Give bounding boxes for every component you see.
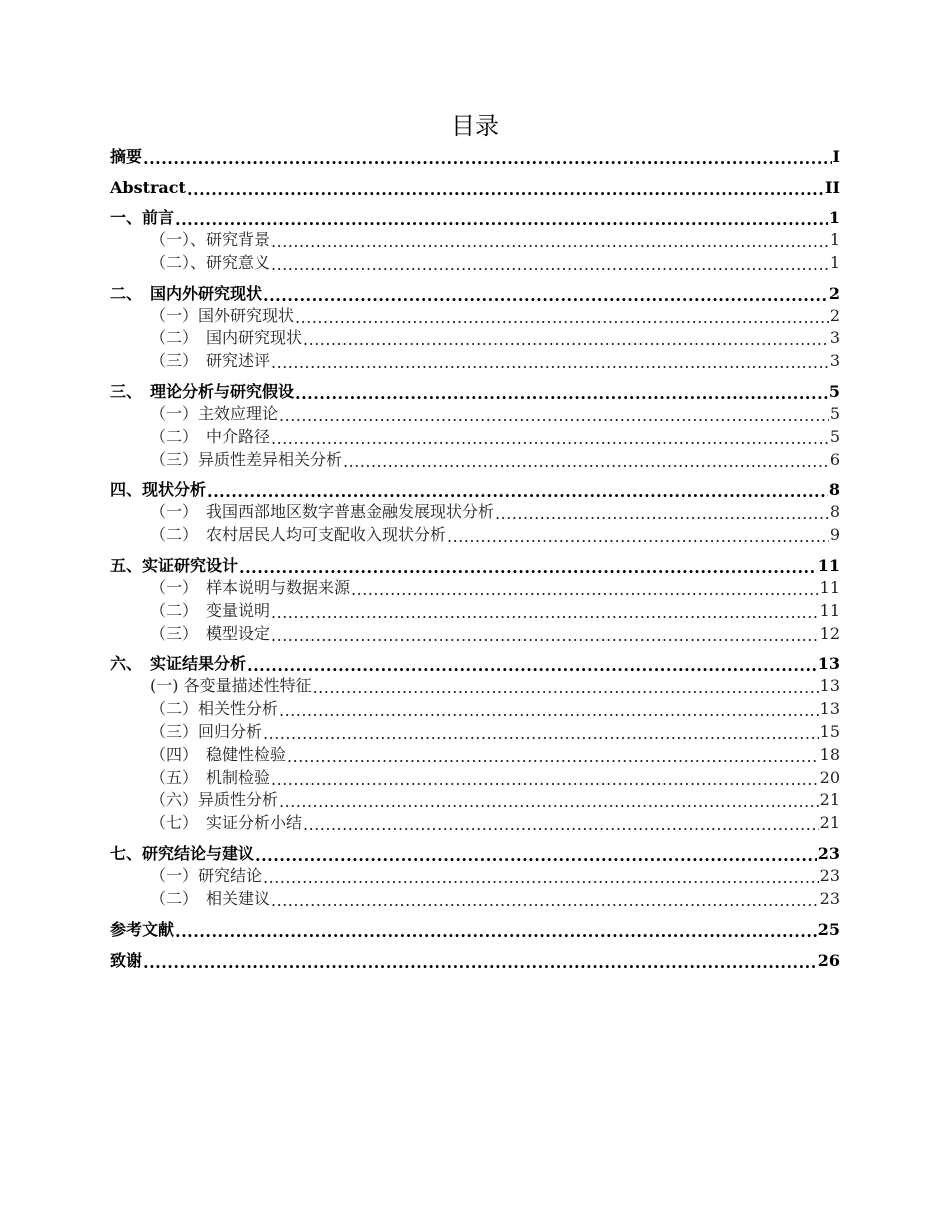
toc-entry-section[interactable] — [110, 449, 840, 472]
toc-entry-page: 5 — [829, 426, 840, 446]
toc-entry-page: 8 — [828, 480, 840, 500]
toc-entry-page: 13 — [819, 676, 840, 696]
toc-entry-chapter-1[interactable] — [110, 207, 840, 229]
toc-entry-section[interactable] — [110, 327, 840, 350]
toc-entry-label: 四、现状分析 — [110, 480, 207, 500]
toc-entry-label: （七） 实证分析小结 — [150, 813, 303, 833]
toc-entry-section[interactable] — [110, 812, 840, 835]
toc-entry-label: 一、前言 — [110, 208, 175, 227]
toc-title: 目录 — [451, 112, 499, 140]
toc-entry-chapter-4[interactable] — [110, 479, 840, 501]
toc-entry-label: Abstract — [110, 178, 186, 197]
toc-entry-page: 3 — [829, 328, 840, 348]
toc-entry-label: 参考文献 — [110, 919, 175, 939]
dot-leader — [143, 152, 832, 168]
toc-entry-acknowledgements[interactable] — [110, 950, 840, 972]
toc-entry-references[interactable] — [110, 919, 840, 941]
dot-leader — [255, 849, 817, 865]
toc-entry-section[interactable] — [110, 426, 840, 449]
toc-entry-section[interactable] — [110, 600, 840, 623]
toc-entry-page: 1 — [829, 252, 840, 272]
toc-entry-section[interactable] — [110, 229, 840, 252]
toc-entry-label: （二） 变量说明 — [150, 600, 271, 620]
toc-entry-page: 5 — [829, 403, 840, 423]
toc-entry-section[interactable] — [110, 524, 840, 547]
toc-entry-label: 六、 实证结果分析 — [110, 654, 247, 674]
toc-entry-label: （三）回归分析 — [150, 721, 263, 741]
dot-leader — [271, 433, 829, 449]
toc-entry-page: 11 — [817, 555, 840, 575]
dot-leader — [287, 751, 819, 767]
toc-entry-page: 13 — [819, 699, 840, 719]
toc-entry-chapter-5[interactable] — [110, 555, 840, 577]
dot-leader — [263, 872, 819, 888]
toc-entry-page: 25 — [817, 919, 840, 939]
toc-entry-label: 五、实证研究设计 — [110, 555, 239, 575]
dot-leader — [279, 410, 829, 426]
toc-entry-label: 致谢 — [110, 950, 143, 970]
toc-entry-section[interactable] — [110, 744, 840, 767]
toc-entry-page: II — [825, 178, 840, 197]
toc-entry-page: 9 — [829, 525, 840, 545]
dot-leader — [351, 584, 819, 600]
toc-entry-label: （三） 研究述评 — [150, 351, 271, 371]
table-of-contents — [110, 146, 840, 972]
dot-leader — [263, 289, 828, 305]
toc-entry-label: 七、研究结论与建议 — [110, 843, 255, 863]
toc-entry-label: （一）研究结论 — [150, 865, 263, 885]
toc-entry-page: 11 — [819, 600, 840, 620]
toc-entry-page: 8 — [829, 502, 840, 522]
dot-leader — [279, 796, 819, 812]
dot-leader — [279, 705, 819, 721]
toc-entry-section[interactable] — [110, 721, 840, 744]
toc-entry-label: （二）、研究意义 — [150, 252, 271, 272]
toc-entry-section[interactable] — [110, 252, 840, 275]
dot-leader — [247, 659, 817, 675]
toc-entry-label: （六）异质性分析 — [150, 790, 279, 810]
toc-entry-page: 26 — [817, 950, 840, 970]
dot-leader — [271, 259, 829, 275]
toc-entry-section[interactable] — [110, 577, 840, 600]
toc-entry-label: （五） 机制检验 — [150, 767, 271, 787]
dot-leader — [175, 925, 817, 941]
dot-leader — [271, 895, 819, 911]
dot-leader — [447, 531, 829, 547]
toc-entry-label: 摘要 — [110, 147, 143, 166]
dot-leader — [313, 682, 819, 698]
toc-entry-section[interactable] — [110, 888, 840, 911]
toc-entry-chapter-7[interactable] — [110, 843, 840, 865]
toc-entry-page: 21 — [819, 813, 840, 833]
toc-entry-page: 20 — [819, 767, 840, 787]
toc-entry-page: 1 — [829, 230, 840, 249]
toc-entry-page: 15 — [819, 721, 840, 741]
dot-leader — [207, 485, 828, 501]
toc-entry-label: （三） 模型设定 — [150, 623, 271, 643]
toc-entry-label: （三）异质性差异相关分析 — [150, 449, 343, 469]
toc-entry-page: 2 — [829, 305, 840, 325]
toc-entry-label: 三、 理论分析与研究假设 — [110, 381, 295, 401]
toc-entry-chapter-3[interactable] — [110, 381, 840, 403]
dot-leader — [143, 956, 817, 972]
dot-leader — [263, 728, 819, 744]
dot-leader — [271, 629, 819, 645]
toc-entry-page: I — [832, 147, 840, 166]
dot-leader — [295, 387, 828, 403]
toc-entry-label: （二）相关性分析 — [150, 699, 279, 719]
toc-entry-page: 5 — [828, 381, 840, 401]
toc-entry-page: 11 — [819, 577, 840, 597]
toc-entry-page: 2 — [828, 283, 840, 303]
toc-entry-page: 23 — [817, 843, 840, 863]
toc-entry-page: 13 — [817, 654, 840, 674]
toc-entry-label: （二） 农村居民人均可支配收入现状分析 — [150, 525, 447, 545]
toc-entry-section[interactable] — [110, 675, 840, 698]
dot-leader — [303, 334, 829, 350]
toc-entry-section[interactable] — [110, 698, 840, 721]
toc-entry-page: 12 — [819, 623, 840, 643]
dot-leader — [187, 183, 824, 199]
toc-entry-page: 6 — [829, 449, 840, 469]
dot-leader — [495, 508, 829, 524]
toc-entry-page: 21 — [819, 790, 840, 810]
toc-entry-label: （四） 稳健性检验 — [150, 744, 287, 764]
toc-entry-section[interactable] — [110, 623, 840, 646]
toc-entry-label: 二、 国内外研究现状 — [110, 283, 263, 303]
dot-leader — [271, 357, 829, 373]
toc-entry-section[interactable] — [110, 767, 840, 790]
dot-leader — [295, 311, 829, 327]
toc-entry-label: （二） 国内研究现状 — [150, 328, 303, 348]
toc-entry-label: （一） 我国西部地区数字普惠金融发展现状分析 — [150, 502, 495, 522]
toc-entry-label: （二） 中介路径 — [150, 426, 271, 446]
dot-leader — [175, 213, 828, 229]
toc-entry-section[interactable] — [110, 865, 840, 888]
toc-entry-section[interactable] — [110, 789, 840, 812]
toc-entry-page: 1 — [828, 208, 840, 227]
dot-leader — [271, 236, 829, 252]
toc-entry-chapter-6[interactable] — [110, 653, 840, 675]
toc-entry-page: 23 — [819, 865, 840, 885]
toc-entry-page: 23 — [819, 888, 840, 908]
toc-entry-label: （二） 相关建议 — [150, 888, 271, 908]
dot-leader — [271, 607, 819, 623]
toc-entry-label: （一）国外研究现状 — [150, 305, 295, 325]
toc-entry-section[interactable] — [110, 350, 840, 373]
toc-entry-label: （一） 样本说明与数据来源 — [150, 577, 351, 597]
toc-entry-abstract-cn[interactable] — [110, 146, 840, 168]
dot-leader — [343, 455, 829, 471]
toc-entry-page: 18 — [819, 744, 840, 764]
toc-entry-chapter-2[interactable] — [110, 283, 840, 305]
dot-leader — [239, 561, 817, 577]
dot-leader — [303, 819, 819, 835]
toc-entry-label: (一) 各变量描述性特征 — [150, 676, 312, 696]
toc-entry-abstract-en[interactable] — [110, 177, 840, 199]
toc-entry-section[interactable] — [110, 305, 840, 328]
toc-entry-section[interactable] — [110, 501, 840, 524]
toc-entry-label: （一）主效应理论 — [150, 403, 279, 423]
toc-entry-section[interactable] — [110, 403, 840, 426]
toc-entry-label: （一）、研究背景 — [150, 230, 271, 249]
dot-leader — [271, 773, 819, 789]
toc-entry-page: 3 — [829, 351, 840, 371]
